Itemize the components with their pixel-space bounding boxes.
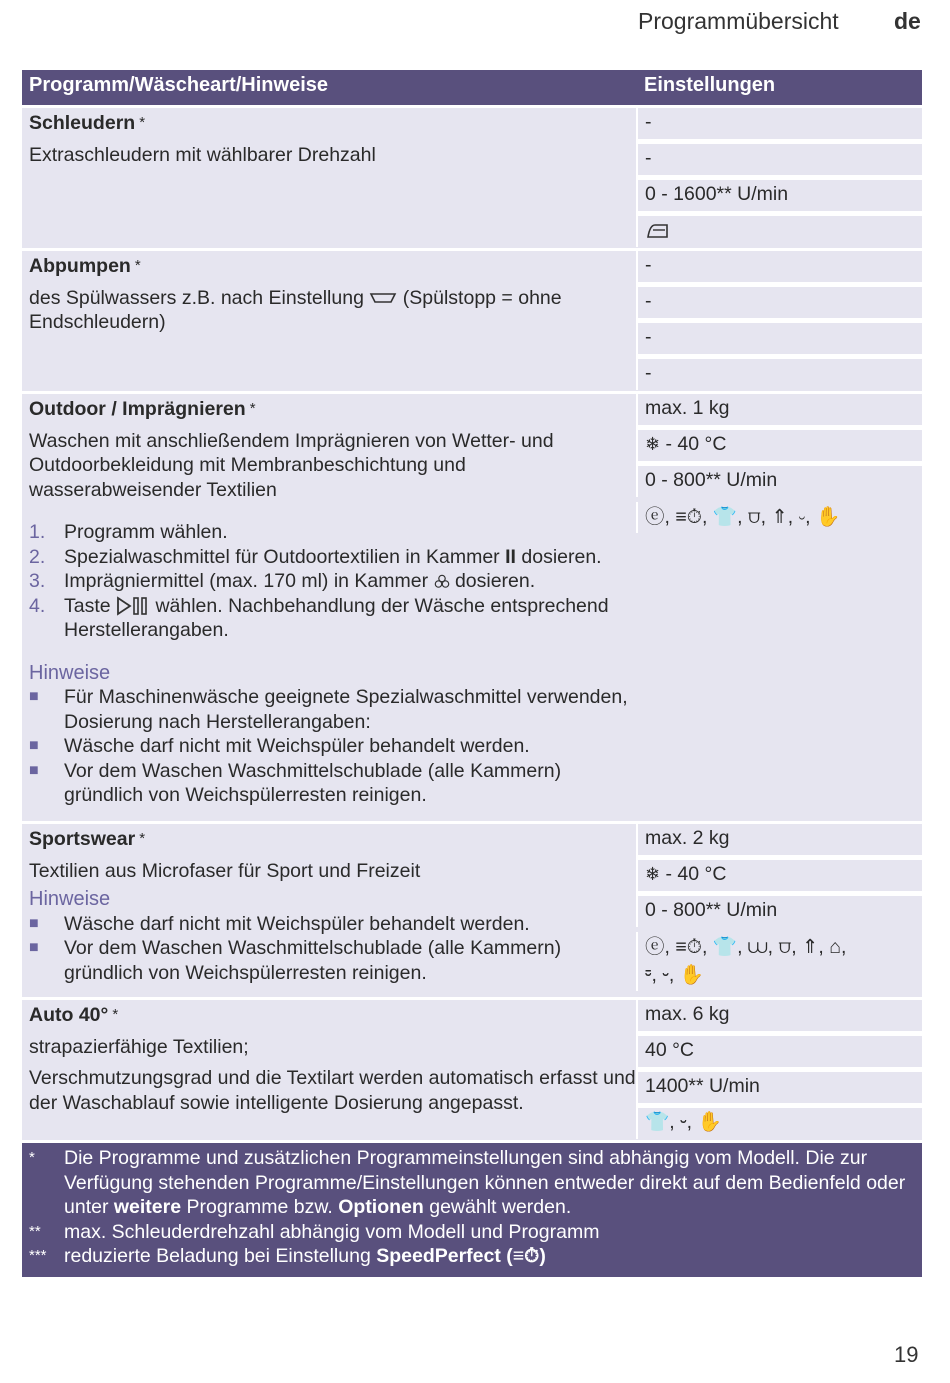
setting-temp bbox=[636, 430, 922, 461]
step-text: Taste bbox=[64, 594, 111, 617]
footnote-mark: *** bbox=[29, 1247, 47, 1264]
setting-load: - bbox=[636, 108, 922, 139]
setting-load: - bbox=[636, 251, 922, 282]
quick-icon: ⏒ bbox=[645, 964, 652, 986]
table-header bbox=[22, 70, 922, 105]
footnote-3 bbox=[29, 1244, 909, 1269]
hint-list bbox=[29, 685, 636, 808]
setting-spin: 1400** U/min bbox=[636, 1072, 922, 1103]
program-description bbox=[29, 286, 636, 335]
program-title: Sportswear bbox=[29, 828, 136, 850]
bullet-square-icon: ■ bbox=[29, 761, 39, 779]
bullet-square-icon: ■ bbox=[29, 737, 39, 754]
water-plus-icon: ⩌ bbox=[747, 506, 761, 528]
program-description: Textilien aus Microfaser für Sport und Freizeit bbox=[29, 859, 421, 882]
setting-options bbox=[636, 216, 922, 247]
setting-load: max. 2 kg bbox=[636, 824, 922, 855]
program-description-2: Verschmutzungsgrad und die Textilart werden automatisch erfasst und der Waschablauf sowie intelligente Dosierung angepasst. bbox=[29, 1067, 636, 1114]
setting-spin: 0 - 800** U/min bbox=[636, 466, 922, 497]
iron-icon bbox=[645, 219, 671, 241]
page-number: 19 bbox=[894, 1342, 919, 1367]
eco-icon: ⓔ bbox=[645, 506, 665, 528]
hint-text: Wäsche darf nicht mit Weichspüler behandelt werden. bbox=[64, 735, 530, 757]
setting-options: 👕, ⏑, ✋ bbox=[636, 1108, 922, 1139]
footnote-text: max. Schleuderdrehzahl abhängig vom Modell und Programm bbox=[64, 1221, 600, 1243]
setting-load: max. 6 kg bbox=[636, 1000, 922, 1031]
shirt-icon: 👕 bbox=[712, 936, 738, 958]
cold-snowflake-icon: ❄ bbox=[645, 434, 661, 454]
footnote-star: * bbox=[112, 1006, 119, 1023]
setting-temp bbox=[636, 860, 922, 891]
setting-temp: - bbox=[636, 287, 922, 318]
list-item bbox=[29, 520, 636, 545]
hint-list bbox=[29, 912, 636, 986]
setting-temp: - bbox=[636, 144, 922, 175]
setting-temp-value: - 40 °C bbox=[665, 433, 727, 455]
footnote-star: * bbox=[134, 257, 141, 274]
list-item bbox=[29, 734, 636, 759]
footnote-bold: ) bbox=[539, 1245, 546, 1267]
footnote-text: reduzierte Beladung bei Einstellung bbox=[64, 1245, 371, 1267]
step-number: 1. bbox=[29, 521, 46, 543]
compartment-ii-icon: II bbox=[505, 545, 516, 568]
hint-text: Vor dem Waschen Waschmittelschublade (alle Kammern) gründlich von Weichspülerresten reinigen. bbox=[64, 937, 562, 984]
shirt-icon: 👕 bbox=[712, 506, 738, 528]
setting-options: - bbox=[636, 359, 922, 390]
step-text: Spezialwaschmittel für Outdoortextilien in Kammer bbox=[64, 545, 500, 568]
hint-label: Hinweise bbox=[29, 661, 111, 684]
footnote-2 bbox=[29, 1220, 909, 1245]
step-text: dosieren. bbox=[521, 545, 602, 568]
program-title: Auto 40° bbox=[29, 1004, 109, 1026]
step-number: 2. bbox=[29, 545, 46, 568]
footnote-text: Programme bzw. bbox=[186, 1196, 333, 1218]
footnote-star: * bbox=[139, 114, 146, 131]
wrinkle-guard-icon: ✋ bbox=[679, 964, 704, 986]
rinse-plus-icon: ⇑ bbox=[802, 936, 819, 958]
rinse-hold-icon: ⏑ bbox=[680, 1111, 687, 1133]
list-item bbox=[29, 759, 636, 808]
description-part: des Spülwassers z.B. nach Einstellung bbox=[29, 286, 364, 309]
setting-temp-value: - 40 °C bbox=[665, 863, 727, 885]
setting-spin: 0 - 800** U/min bbox=[636, 896, 922, 927]
setting-spin: 0 - 1600** U/min bbox=[636, 180, 922, 211]
step-text: Imprägniermittel (max. 170 ml) in Kammer bbox=[64, 570, 429, 592]
softener-flower-icon bbox=[434, 570, 450, 592]
eco-icon: ⓔ bbox=[645, 936, 665, 958]
wrinkle-guard-icon: ✋ bbox=[815, 506, 841, 528]
rinse-plus-icon: ⇑ bbox=[771, 506, 788, 528]
step-number: 3. bbox=[29, 570, 46, 592]
program-description: strapazierfähige Textilien; bbox=[29, 1035, 249, 1058]
rinse-hold-icon bbox=[369, 287, 397, 309]
header-col-program: Programm/Wäscheart/Hinweise bbox=[29, 74, 328, 96]
step-number: 4. bbox=[29, 594, 46, 617]
row-abpumpen bbox=[22, 251, 922, 391]
step-list bbox=[29, 520, 636, 643]
footnote-text: Die Programme und zusätzlichen Programmeinstellungen sind abhängig vom Modell. Die zur Verfügung stehenden Programme/Einstellungen können entweder direkt auf dem Bedienfeld oder unter bbox=[64, 1147, 906, 1218]
program-table bbox=[22, 70, 922, 1140]
list-item bbox=[29, 569, 636, 594]
cold-snowflake-icon: ❄ bbox=[645, 864, 661, 884]
setting-load: max. 1 kg bbox=[636, 394, 922, 425]
footnote-star: * bbox=[139, 830, 146, 847]
hint-text: Für Maschinenwäsche geeignete Spezialwaschmittel verwenden, Dosierung nach Herstellerangaben: bbox=[64, 686, 628, 733]
list-item bbox=[29, 685, 636, 734]
water-plus-icon: ⩌ bbox=[778, 936, 792, 958]
program-description: Extraschleudern mit wählbarer Drehzahl bbox=[29, 143, 376, 166]
footnote-mark: * bbox=[29, 1149, 35, 1166]
bullet-square-icon: ■ bbox=[29, 688, 39, 705]
footnote-bold: Optionen bbox=[338, 1196, 424, 1218]
hint-label: Hinweise bbox=[29, 888, 111, 910]
hint-text: Wäsche darf nicht mit Weichspüler behandelt werden. bbox=[64, 912, 530, 935]
speedperfect-icon: ≡⏱ bbox=[675, 506, 702, 528]
rinse-hold-icon: ⏑ bbox=[662, 964, 669, 986]
setting-options: ⓔ, ≡⏱, 👕, ⩌, ⇑, ⏑, ✋ bbox=[636, 502, 922, 533]
program-description: Waschen mit anschließendem Imprägnieren von Wetter- und Outdoorbekleidung mit Membranbeschichtung und wasserabweisender Textilien bbox=[29, 429, 554, 501]
program-title: Outdoor / Imprägnieren bbox=[29, 398, 246, 420]
program-title: Abpumpen bbox=[29, 255, 131, 277]
hint-text: Vor dem Waschen Waschmittelschublade (alle Kammern) gründlich von Weichspülerresten reinigen. bbox=[64, 759, 562, 806]
step-text: Programm wählen. bbox=[64, 521, 228, 543]
list-item bbox=[29, 594, 636, 643]
bullet-square-icon: ■ bbox=[29, 914, 39, 932]
speedperfect-icon: ≡⏱ bbox=[512, 1245, 540, 1267]
start-pause-icon bbox=[116, 595, 150, 617]
list-item bbox=[29, 936, 636, 985]
rinse-hold-icon: ⏑ bbox=[798, 506, 806, 528]
description-part: (Spülstopp = ohne Endschleudern) bbox=[29, 286, 562, 333]
list-item bbox=[29, 545, 636, 570]
prewash-icon: ⩊ bbox=[747, 936, 768, 958]
setting-temp: 40 °C bbox=[636, 1036, 922, 1067]
section-title: Programmübersicht bbox=[638, 8, 839, 34]
footnote-star: * bbox=[249, 400, 256, 417]
setting-spin: - bbox=[636, 323, 922, 354]
row-auto40 bbox=[22, 1000, 922, 1140]
iron-icon: ⌂ bbox=[829, 936, 841, 958]
program-title: Schleudern bbox=[29, 112, 136, 134]
wrinkle-guard-icon: ✋ bbox=[697, 1111, 722, 1133]
bullet-square-icon: ■ bbox=[29, 939, 39, 956]
shirt-icon: 👕 bbox=[645, 1111, 670, 1133]
footnote-text: gewählt werden. bbox=[429, 1196, 572, 1218]
step-text: dosieren. bbox=[454, 570, 536, 592]
header-col-settings: Einstellungen bbox=[644, 74, 776, 96]
row-outdoor bbox=[22, 394, 922, 821]
footnote-bold: weitere bbox=[113, 1196, 182, 1218]
footnote-1 bbox=[29, 1146, 909, 1220]
language-code: de bbox=[894, 8, 921, 34]
footnote-mark: ** bbox=[29, 1223, 41, 1240]
setting-options: ⓔ, ≡⏱, 👕, ⩊, ⩌, ⇑, ⌂, ⏒, ⏑, ✋ bbox=[636, 932, 922, 991]
step-text: wählen. Nachbehandlung der Wäsche entsprechend Herstellerangaben. bbox=[64, 594, 609, 641]
speedperfect-icon: ≡⏱ bbox=[675, 936, 702, 958]
footnotes bbox=[22, 1143, 922, 1277]
row-schleudern bbox=[22, 108, 922, 248]
row-sportswear bbox=[22, 824, 922, 997]
footnote-bold: SpeedPerfect ( bbox=[376, 1245, 513, 1267]
list-item bbox=[29, 912, 636, 937]
